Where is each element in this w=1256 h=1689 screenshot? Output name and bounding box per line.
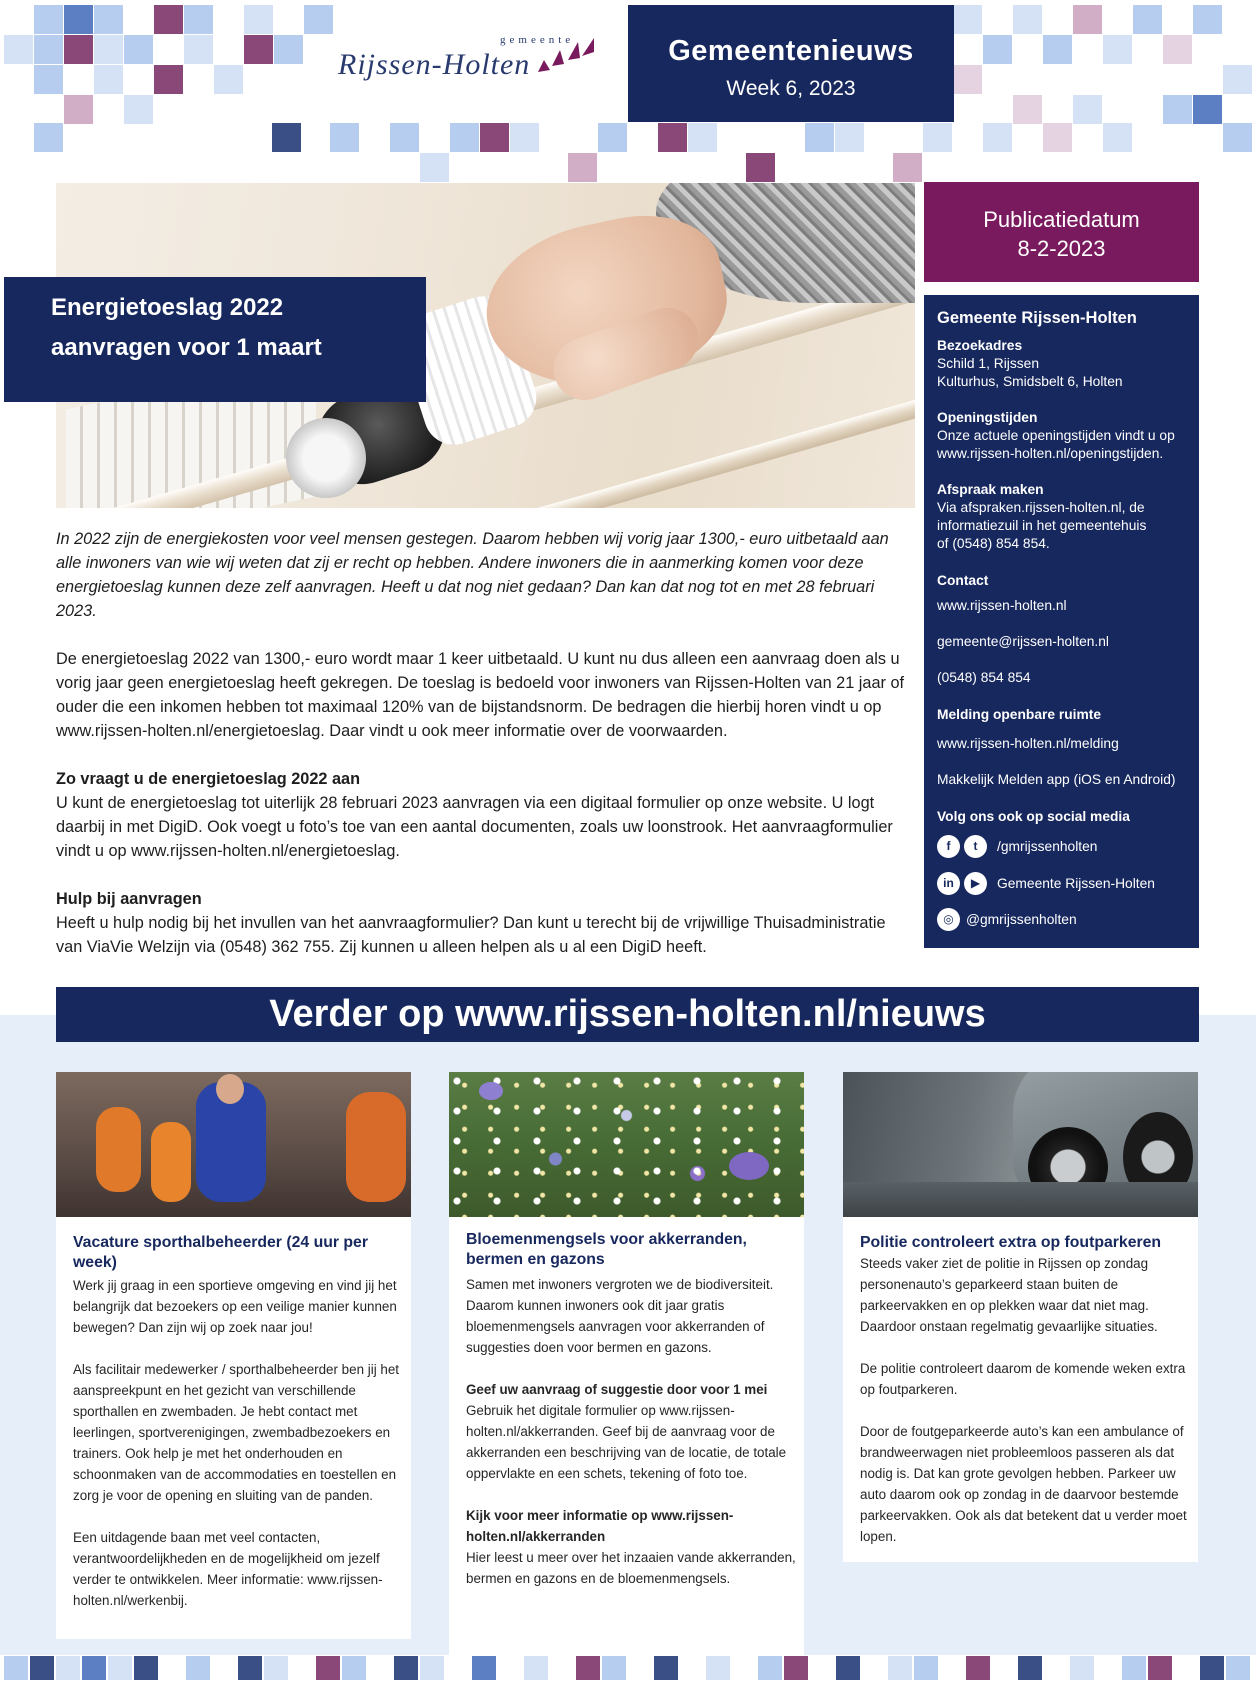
article-intro: In 2022 zijn de energiekosten voor veel mensen gestegen. Daarom hebben wij vorig jaar 1300,- euro uitbetaald aan alle inwoners van wie wij weten dat zij er recht op hebben. Andere inwoners die in aanmerking komen voor deze energietoeslag kunnen deze zelf aanvragen. Heeft u dat nog niet gedaan? Dan kan dat nog tot en met 28 februari 2023. <box>56 530 889 620</box>
card-subheading: Geef uw aanvraag of suggestie door voor 1 mei <box>466 1382 768 1397</box>
mosaic-tile <box>1193 5 1222 34</box>
article-paragraph: Heeft u hulp nodig bij het invullen van het aanvraagformulier? Dan kunt u terecht bij de vrijwillige Thuisadministratie van ViaVie Welzijn via (0548) 362 755. Zij kunnen u alleen helpen als u al een DigiD heeft. <box>56 914 886 956</box>
hours-text: Onze actuele openingstijden vindt u op <box>937 428 1175 443</box>
hero-title-line1: Energietoeslag 2022 <box>51 294 284 321</box>
mosaic-tile <box>784 1656 808 1680</box>
mosaic-tile <box>1193 95 1222 124</box>
mosaic-tile <box>914 1656 938 1680</box>
mosaic-tile <box>124 95 153 124</box>
card-title[interactable]: Vacature sporthalbeheerder (24 uur per week) <box>73 1234 368 1271</box>
mosaic-tile <box>472 1656 496 1680</box>
head-shape <box>216 1074 244 1104</box>
mosaic-tile <box>64 35 93 64</box>
runner-shape <box>96 1107 141 1192</box>
publication-box <box>924 182 1199 282</box>
article-subheading: Zo vraagt u de energietoeslag 2022 aan <box>56 770 361 788</box>
mosaic-tile <box>1013 95 1042 124</box>
card-paragraph: Een uitdagende baan met veel contacten, verantwoordelijkheden en de mogelijkheid om jezelf verder te ontwikkelen. Meer informatie: www.rijssen-holten.nl/werkenbij. <box>73 1530 383 1608</box>
mosaic-tile <box>154 65 183 94</box>
mosaic-tile <box>34 35 63 64</box>
news-title: Gemeentenieuws <box>668 35 914 67</box>
mosaic-tile <box>34 123 63 152</box>
mosaic-tile <box>893 153 922 182</box>
card-body <box>860 1253 1190 1568</box>
mosaic-tile <box>1103 123 1132 152</box>
mosaic-tile <box>134 1656 158 1680</box>
hero-title-box <box>4 277 426 402</box>
mosaic-tile <box>953 65 982 94</box>
mosaic-tile <box>154 5 183 34</box>
mosaic-tile <box>82 1656 106 1680</box>
card-title[interactable]: Bloemenmengsels voor akkerranden, bermen en gazons <box>466 1231 747 1268</box>
card-title[interactable]: Politie controleert extra op foutparkeren <box>860 1234 1162 1251</box>
mosaic-tile <box>64 5 93 34</box>
mosaic-tile <box>480 123 509 152</box>
mosaic-tile <box>746 153 775 182</box>
mosaic-tile <box>94 35 123 64</box>
mosaic-tile <box>888 1656 912 1680</box>
mosaic-tile <box>1223 123 1252 152</box>
news-card-vacancy[interactable] <box>56 1072 411 1639</box>
mosaic-tile <box>184 5 213 34</box>
knob-rim-shape <box>286 418 366 498</box>
mosaic-tile <box>56 1656 80 1680</box>
mosaic-tile <box>1103 35 1132 64</box>
logo-swoosh-icon <box>530 36 600 84</box>
article-paragraph: De energietoeslag 2022 van 1300,- euro wordt maar 1 keer uitbetaald. U kunt nu dus alleen een aanvraag doen als u vorig jaar geen energietoeslag heeft gekregen. De toeslag is bedoeld voor inwoners van Rijssen-Holten van 21 jaar of ouder die een inkomen hebben tot maximaal 120% van de bijstandsnorm. De bedragen die hierbij horen vindt u op www.rijssen-holten.nl/energietoeslag. Daar vindt u ook meer informatie over de voorwaarden. <box>56 650 905 740</box>
municipality-logo <box>330 30 600 100</box>
mosaic-tile <box>394 1656 418 1680</box>
card-photo-cars <box>843 1072 1198 1217</box>
article-section <box>56 887 916 959</box>
appointment-text-1: Via afspraken.rijssen-holten.nl, de <box>937 500 1145 515</box>
card-paragraph: Hier leest u meer over het inzaaien vande akkerranden, bermen en gazons en de bloemenmengsels. <box>466 1550 796 1586</box>
report-website-link[interactable]: www.rijssen-holten.nl/melding <box>937 736 1119 751</box>
runner-shape <box>346 1092 406 1202</box>
mosaic-tile <box>94 65 123 94</box>
mosaic-tile <box>983 35 1012 64</box>
publication-label: Publicatiedatum <box>983 207 1140 232</box>
mosaic-tile <box>688 123 717 152</box>
appointment-text-2: informatiezuil in het gemeentehuis <box>937 518 1147 533</box>
publication-date: 8-2-2023 <box>1017 236 1106 261</box>
card-paragraph: Werk jij graag in een sportieve omgeving en vind jij het belangrijk dat bezoekers op een veilige manier kunnen bewegen? Dan zijn wij op zoek naar jou! <box>73 1278 397 1335</box>
info-title: Gemeente Rijssen-Holten <box>937 309 1137 327</box>
twitter-icon[interactable]: t <box>964 835 987 858</box>
news-week: Week 6, 2023 <box>726 77 856 100</box>
social-handle-2[interactable]: Gemeente Rijssen-Holten <box>997 876 1155 891</box>
card-section <box>466 1379 796 1484</box>
mosaic-tile <box>390 123 419 152</box>
mosaic-tile <box>1148 1656 1172 1680</box>
card-paragraph: De politie controleert daarom de komende weken extra op foutparkeren. <box>860 1361 1186 1397</box>
mosaic-tile <box>420 153 449 182</box>
mosaic-tile <box>238 1656 262 1680</box>
contact-label: Contact <box>937 573 989 588</box>
mosaic-tile <box>966 1656 990 1680</box>
mosaic-tile <box>1163 95 1192 124</box>
visit-address-1: Schild 1, Rijssen <box>937 356 1039 371</box>
logo-main-text: Rijssen-Holten <box>338 48 531 81</box>
social-label: Volg ons ook op social media <box>937 809 1130 824</box>
mosaic-tile <box>420 1656 444 1680</box>
mosaic-tile <box>304 5 333 34</box>
mosaic-tile <box>108 1656 132 1680</box>
youtube-icon[interactable]: ▶ <box>964 872 987 895</box>
visit-label: Bezoekadres <box>937 338 1023 353</box>
mosaic-tile <box>1163 35 1192 64</box>
mosaic-tile <box>64 95 93 124</box>
mosaic-tile <box>706 1656 730 1680</box>
card-photo-flowers <box>449 1072 804 1217</box>
mosaic-tile <box>330 123 359 152</box>
mosaic-tile <box>274 35 303 64</box>
hours-label: Openingstijden <box>937 410 1038 425</box>
linkedin-icon[interactable]: in <box>937 872 960 895</box>
article-section <box>56 767 916 863</box>
card-body <box>466 1274 796 1610</box>
mosaic-tile <box>524 1656 548 1680</box>
mosaic-tile <box>124 35 153 64</box>
mosaic-tile <box>1073 5 1102 34</box>
contact-info-panel <box>924 295 1199 948</box>
mosaic-tile <box>805 123 834 152</box>
mosaic-tile <box>1226 1656 1250 1680</box>
logo-small-text: gemeente <box>500 34 575 46</box>
card-section <box>466 1505 796 1589</box>
mosaic-tile <box>1070 1656 1094 1680</box>
article-paragraph: U kunt de energietoeslag tot uiterlijk 28 februari 2023 aanvragen via een digitaal formulier op onze website. U logt daarbij in met DigiD. Ook voegt u foto’s toe van een aantal documenten, zoals uw loonstrook. Het aanvraagformulier vindt u op www.rijssen-holten.nl/energietoeslag. <box>56 794 893 860</box>
card-paragraph: Door de foutgeparkeerde auto’s kan een ambulance of brandweerwagen niet probleemloos passeren als dat nodig is. Dat kan grote gevolgen hebben. Parkeer uw auto daarom ook op zondag in de daarvoor bestemde parkeervakken. Ook als dat betekent dat u verder moet lopen. <box>860 1424 1187 1544</box>
mosaic-tile <box>186 1656 210 1680</box>
mosaic-tile <box>1043 35 1072 64</box>
mosaic-tile <box>264 1656 288 1680</box>
mosaic-tile <box>4 1656 28 1680</box>
road-shape <box>843 1182 1198 1217</box>
news-card-parking[interactable] <box>843 1072 1198 1562</box>
mosaic-tile <box>184 35 213 64</box>
card-body <box>73 1275 403 1632</box>
mosaic-tile <box>1223 65 1252 94</box>
mosaic-tile <box>1200 1656 1224 1680</box>
mosaic-tile <box>316 1656 340 1680</box>
mosaic-tile <box>658 123 687 152</box>
mosaic-tile <box>510 123 539 152</box>
appointment-label: Afspraak maken <box>937 482 1044 497</box>
mosaic-tile <box>244 5 273 34</box>
mosaic-tile <box>244 35 273 64</box>
hours-link[interactable]: www.rijssen-holten.nl/openingstijden. <box>937 446 1164 461</box>
flower-shape <box>479 1082 503 1100</box>
card-paragraph: Samen met inwoners vergroten we de biodiversiteit. Daarom kunnen inwoners ook dit jaar gratis bloemenmengsels aanvragen voor akkerranden of suggesties doen voor bermen en gazons. <box>466 1277 774 1355</box>
mosaic-tile <box>598 123 627 152</box>
mosaic-tile <box>953 5 982 34</box>
mosaic-tile <box>1122 1656 1146 1680</box>
mosaic-tile <box>1133 5 1162 34</box>
mosaic-tile <box>602 1656 626 1680</box>
report-label: Melding openbare ruimte <box>937 707 1102 722</box>
card-photo-sports <box>56 1072 411 1217</box>
mosaic-tile <box>342 1656 366 1680</box>
report-app: Makkelijk Melden app (iOS en Android) <box>937 772 1176 787</box>
contact-website-link[interactable]: www.rijssen-holten.nl <box>937 598 1067 613</box>
mosaic-tile <box>836 1656 860 1680</box>
mosaic-tile <box>30 1656 54 1680</box>
mosaic-tile <box>34 65 63 94</box>
mosaic-tile <box>214 65 243 94</box>
mosaic-tile <box>1018 1656 1042 1680</box>
news-card-flowers[interactable] <box>449 1072 804 1655</box>
mosaic-tile <box>1073 95 1102 124</box>
visit-address-2: Kulturhus, Smidsbelt 6, Holten <box>937 374 1123 389</box>
instagram-icon[interactable]: ◎ <box>937 908 960 931</box>
contact-email-link[interactable]: gemeente@rijssen-holten.nl <box>937 634 1109 649</box>
news-header-box <box>628 5 954 122</box>
more-news-banner[interactable] <box>56 987 1199 1042</box>
appointment-text-3: of (0548) 854 854. <box>937 536 1050 551</box>
mosaic-tile <box>835 123 864 152</box>
article-subheading: Hulp bij aanvragen <box>56 890 202 908</box>
runner-shape <box>151 1122 191 1202</box>
facebook-icon[interactable]: f <box>937 835 960 858</box>
hero-title-line2: aanvragen voor 1 maart <box>51 334 322 361</box>
mosaic-tile <box>983 123 1012 152</box>
card-paragraph: Gebruik het digitale formulier op www.rijssen-holten.nl/akkerranden. Geef bij de aanvraag voor de akkerranden een beschrijving van de locatie, de totale oppervlakte en een schets, tekening of foto toe. <box>466 1403 787 1481</box>
mosaic-tile <box>654 1656 678 1680</box>
mosaic-tile <box>272 123 301 152</box>
card-paragraph: Steeds vaker ziet de politie in Rijssen op zondag personenauto’s geparkeerd staan buiten de parkeervakken en op plekken waar dat niet mag. Daardoor onstaan regelmatig gevaarlijke situaties. <box>860 1256 1158 1334</box>
mosaic-tile <box>758 1656 782 1680</box>
mosaic-tile <box>4 35 33 64</box>
contact-phone: (0548) 854 854 <box>937 670 1031 685</box>
mosaic-tile <box>923 123 952 152</box>
social-handle-3[interactable]: @gmrijssenholten <box>966 912 1077 927</box>
main-article <box>56 527 916 983</box>
mosaic-tile <box>450 123 479 152</box>
social-handle-1[interactable]: /gmrijssenholten <box>997 839 1098 854</box>
card-paragraph: Als facilitair medewerker / sporthalbeheerder ben jij het aanspreekpunt en het gezicht van verschillende sporthallen en zwembaden. Je hebt contact met leerlingen, sportverenigingen, zwembadbezoekers en trainers. Ook help je met het onderhouden en schoonmaken van de accommodaties en toestellen en zorg je voor de opening en sluiting van de panden. <box>73 1362 399 1503</box>
flower-shape <box>729 1152 769 1180</box>
mosaic-tile <box>34 5 63 34</box>
mosaic-tile <box>568 153 597 182</box>
mosaic-tile <box>576 1656 600 1680</box>
card-subheading: Kijk voor meer informatie op www.rijssen-holten.nl/akkerranden <box>466 1508 734 1544</box>
mosaic-tile <box>1043 123 1072 152</box>
mosaic-tile <box>1013 5 1042 34</box>
more-news-banner-text[interactable]: Verder op www.rijssen-holten.nl/nieuws <box>269 993 986 1035</box>
mosaic-tile <box>94 5 123 34</box>
